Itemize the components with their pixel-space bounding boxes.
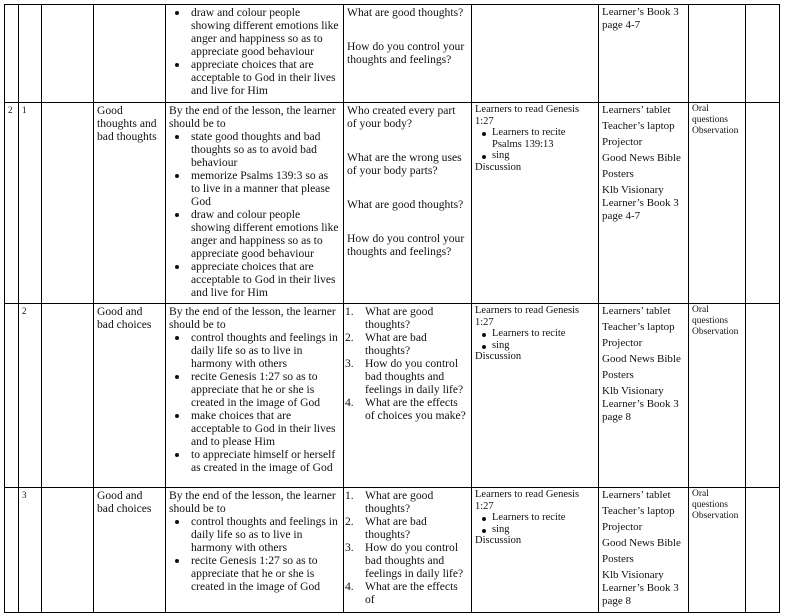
- strand-cell: [42, 5, 93, 102]
- question-number: 1.: [345, 489, 354, 502]
- outcome-item: make choices that are acceptable to God in their lives and to please Him: [169, 409, 340, 448]
- question-number: 1.: [345, 305, 354, 318]
- learning-experiences-cell: [472, 103, 598, 303]
- assessment-cell: Oral questions Observation: [692, 104, 739, 136]
- assessment-cell: Oral questions Observation: [692, 489, 739, 521]
- week-cell: [5, 5, 18, 102]
- resource-item: Learners’ tablet: [602, 104, 671, 116]
- resource-item: Learner’s Book 3 page 4-7: [602, 6, 679, 31]
- question-number: 4.: [345, 580, 354, 593]
- resources-cell: [599, 488, 688, 612]
- outcome-item: appreciate choices that are acceptable to God in their lives and live for Him: [169, 260, 340, 299]
- sub-strand-cell: Good and bad choices: [97, 305, 152, 331]
- resource-item: Klb Visionary Learner’s Book 3 page 8: [602, 385, 679, 423]
- lesson-cell: 2: [22, 306, 27, 316]
- key-inquiry-questions-cell: [344, 103, 471, 303]
- experience-item: Learners to recite Psalms 139:13: [480, 127, 595, 150]
- resource-item: Posters: [602, 369, 634, 381]
- strand-cell: [42, 103, 93, 303]
- key-inquiry-questions-cell: [344, 304, 471, 487]
- experience-intro: Learners to read Genesis 1:27: [475, 489, 580, 512]
- key-inquiry-questions-cell: [344, 5, 471, 102]
- outcome-item: draw and colour people showing different emotions like anger and happiness so as to appreciate good behaviour: [169, 208, 340, 260]
- experience-intro: Learners to read Genesis 1:27: [475, 305, 580, 328]
- question-number: 3.: [345, 541, 354, 554]
- inquiry-question: 3. How do you control bad thoughts and feelings in daily life?: [345, 541, 464, 580]
- sub-strand-cell: Good and bad choices: [97, 489, 152, 515]
- outcome-item: to appreciate himself or herself as created in the image of God: [169, 448, 340, 474]
- question-number: 3.: [345, 357, 354, 370]
- experience-outro: Discussion: [475, 351, 522, 362]
- resource-item: Learners’ tablet: [602, 489, 671, 501]
- sub-strand-cell: Good thoughts and bad thoughts: [97, 104, 157, 143]
- resources-cell: [599, 304, 688, 487]
- inquiry-question: 1. What are good thoughts?: [345, 489, 434, 515]
- experience-item: Learners to recite: [480, 512, 595, 524]
- remarks-cell: [746, 103, 779, 303]
- resource-item: Good News Bible: [602, 537, 681, 549]
- inquiry-question: 2. What are bad thoughts?: [345, 515, 427, 541]
- experience-outro: Discussion: [475, 161, 522, 173]
- question-number: 4.: [345, 396, 354, 409]
- lesson-cell: 1: [22, 105, 27, 115]
- experience-item: sing: [480, 524, 595, 536]
- resource-item: Projector: [602, 521, 643, 533]
- inquiry-question: 2. What are bad thoughts?: [345, 331, 427, 357]
- table-row: [5, 488, 780, 613]
- inquiry-question: How do you control your thoughts and feelings?: [347, 232, 465, 258]
- inquiry-question: How do you control your thoughts and feelings?: [347, 40, 465, 66]
- resource-item: Good News Bible: [602, 152, 681, 164]
- outcome-item: control thoughts and feelings in daily life so as to live in harmony with others: [169, 331, 340, 370]
- experience-item: Learners to recite: [480, 328, 595, 340]
- remarks-cell: [746, 5, 779, 102]
- resource-item: Klb Visionary Learner’s Book 3 page 4-7: [602, 184, 679, 222]
- table-row: [5, 5, 780, 103]
- outcome-item: recite Genesis 1:27 so as to appreciate that he or she is created in the image of God: [169, 370, 340, 409]
- resource-item: Projector: [602, 136, 643, 148]
- inquiry-question: 4. What are the effects of: [345, 580, 458, 606]
- sub-strand-cell: [94, 5, 165, 102]
- outcomes-intro: By the end of the lesson, the learner should be to: [169, 489, 336, 515]
- strand-cell: [42, 488, 93, 612]
- resource-item: Learners’ tablet: [602, 305, 671, 317]
- learning-outcomes-cell: [166, 304, 343, 487]
- remarks-cell: [746, 304, 779, 487]
- week-cell: [5, 304, 18, 487]
- inquiry-question: What are good thoughts?: [347, 6, 464, 19]
- learning-experiences-cell: [472, 304, 598, 487]
- outcome-item: control thoughts and feelings in daily life so as to live in harmony with others: [169, 515, 340, 554]
- learning-outcomes-cell: [166, 103, 343, 303]
- outcome-item: memorize Psalms 139:3 so as to live in a manner that please God: [169, 169, 340, 208]
- experience-item: sing: [480, 340, 595, 352]
- inquiry-question: What are the wrong uses of your body parts?: [347, 151, 462, 177]
- resource-item: Teacher’s laptop: [602, 120, 675, 132]
- week-cell: 2: [8, 105, 13, 115]
- question-number: 2.: [345, 515, 354, 528]
- resource-item: Teacher’s laptop: [602, 505, 675, 517]
- inquiry-question: 1. What are good thoughts?: [345, 305, 434, 331]
- experience-outro: Discussion: [475, 535, 522, 546]
- question-number: 2.: [345, 331, 354, 344]
- outcome-item: appreciate choices that are acceptable to God in their lives and live for Him: [169, 58, 340, 97]
- experience-item: sing: [480, 150, 595, 162]
- outcome-item: state good thoughts and bad thoughts so as to avoid bad behaviour: [169, 130, 340, 169]
- learning-experiences-cell: [472, 5, 598, 102]
- learning-experiences-cell: [472, 488, 598, 612]
- resource-item: Projector: [602, 337, 643, 349]
- outcome-item: draw and colour people showing different emotions like anger and happiness so as to appreciate good behaviour: [169, 6, 340, 58]
- strand-cell: [42, 304, 93, 487]
- inquiry-question: What are good thoughts?: [347, 198, 464, 211]
- inquiry-question: Who created every part of your body?: [347, 104, 456, 130]
- resource-item: Posters: [602, 553, 634, 565]
- lesson-cell: 3: [22, 490, 27, 500]
- scheme-of-work-table: [4, 4, 780, 613]
- assessment-cell: [689, 5, 745, 102]
- resources-cell: [599, 103, 688, 303]
- lesson-cell: [19, 5, 41, 102]
- outcomes-intro: By the end of the lesson, the learner should be to: [169, 104, 336, 130]
- resources-cell: [599, 5, 688, 102]
- inquiry-question: 4. What are the effects of choices you make?: [345, 396, 466, 422]
- resource-item: Teacher’s laptop: [602, 321, 675, 333]
- experience-intro: Learners to read Genesis 1:27: [475, 104, 580, 127]
- resource-item: Klb Visionary Learner’s Book 3 page 8: [602, 569, 679, 607]
- outcomes-intro: By the end of the lesson, the learner should be to: [169, 305, 336, 331]
- learning-outcomes-cell: [166, 5, 343, 102]
- table-row: [5, 304, 780, 488]
- outcome-item: recite Genesis 1:27 so as to appreciate that he or she is created in the image of God: [169, 554, 340, 593]
- table-row: [5, 103, 780, 304]
- learning-outcomes-cell: [166, 488, 343, 612]
- inquiry-question: 3. How do you control bad thoughts and feelings in daily life?: [345, 357, 464, 396]
- key-inquiry-questions-cell: [344, 488, 471, 612]
- resource-item: Posters: [602, 168, 634, 180]
- resource-item: Good News Bible: [602, 353, 681, 365]
- remarks-cell: [746, 488, 779, 612]
- assessment-cell: Oral questions Observation: [692, 305, 739, 337]
- week-cell: [5, 488, 18, 612]
